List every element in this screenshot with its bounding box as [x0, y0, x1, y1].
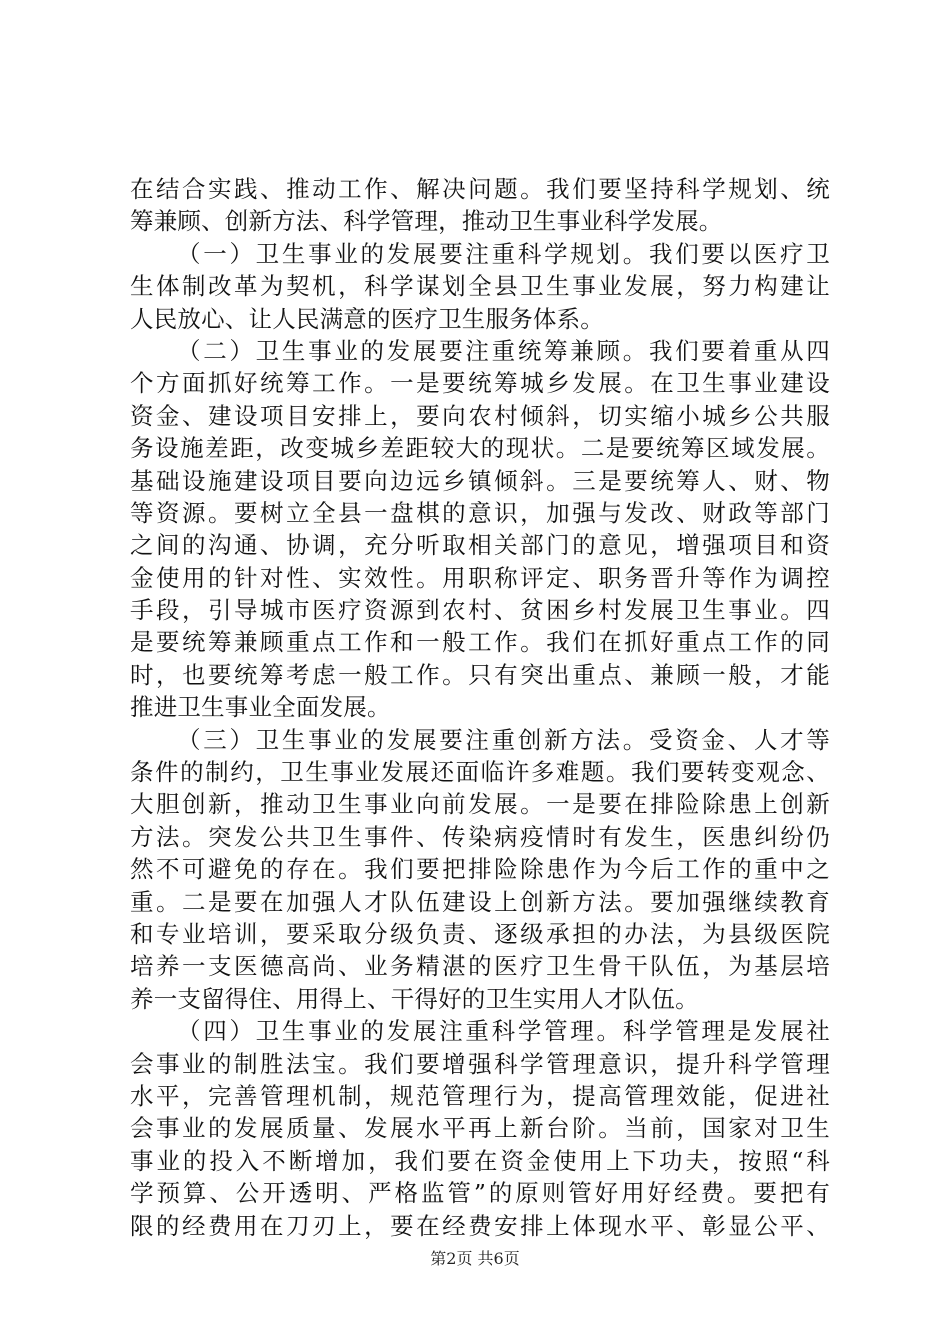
text-line: 和专业培训，要采取分级负责、逐级承担的办法，为县级医院	[130, 919, 830, 948]
page-footer: 第2页 共6页	[430, 1249, 520, 1268]
text-line: 会事业的发展质量、发展水平再上新台阶。当前，国家对卫生	[130, 1114, 830, 1143]
text-line: 限的经费用在刀刃上，要在经费安排上体现水平、彰显公平、	[130, 1211, 830, 1240]
text-line: 时，也要统筹考虑一般工作。只有突出重点、兼顾一般，才能	[130, 660, 830, 689]
text-line: 资金、建设项目安排上，要向农村倾斜，切实缩小城乡公共服	[130, 401, 830, 430]
text-line: 在结合实践、推动工作、解决问题。我们要坚持科学规划、统	[130, 175, 830, 203]
text-line: 筹兼顾、创新方法、科学管理，推动卫生事业科学发展。	[130, 207, 723, 236]
text-line: 水平，完善管理机制，规范管理行为，提高管理效能，促进社	[130, 1081, 830, 1110]
text-line: 手段，引导城市医疗资源到农村、贫困乡村发展卫生事业。四	[130, 596, 830, 625]
text-line: 事业的投入不断增加，我们要在资金使用上下功夫，按照“科	[130, 1146, 830, 1175]
text-line: 养一支留得住、用得上、干得好的卫生实用人才队伍。	[130, 984, 699, 1013]
document-body	[130, 173, 830, 1242]
text-line: 重。二是要在加强人才队伍建设上创新方法。要加强继续教育	[130, 887, 830, 916]
text-line: （一）卫生事业的发展要注重科学规划。我们要以医疗卫	[177, 239, 830, 268]
text-line: 推进卫生事业全面发展。	[130, 693, 391, 722]
text-line: 是要统筹兼顾重点工作和一般工作。我们在抓好重点工作的同	[130, 628, 830, 657]
text-line: （四）卫生事业的发展注重科学管理。科学管理是发展社	[177, 1017, 830, 1046]
text-line: 会事业的制胜法宝。我们要增强科学管理意识，提升科学管理	[130, 1049, 830, 1078]
text-line: 务设施差距，改变城乡差距较大的现状。二是要统筹区域发展。	[130, 434, 830, 463]
text-line: 大胆创新，推动卫生事业向前发展。一是要在排险除患上创新	[130, 790, 830, 819]
text-line: 条件的制约，卫生事业发展还面临许多难题。我们要转变观念、	[130, 758, 830, 787]
text-line: （三）卫生事业的发展要注重创新方法。受资金、人才等	[177, 725, 830, 754]
text-line: 金使用的针对性、实效性。用职称评定、职务晋升等作为调控	[130, 563, 830, 592]
text-line: 等资源。要树立全县一盘棋的意识，加强与发改、财政等部门	[130, 498, 830, 527]
text-line: 方法。突发公共卫生事件、传染病疫情时有发生，医患纠纷仍	[130, 822, 830, 851]
text-line: 人民放心、让人民满意的医疗卫生服务体系。	[130, 304, 604, 333]
text-line: 生体制改革为契机，科学谋划全县卫生事业发展，努力构建让	[130, 272, 830, 301]
text-line: （二）卫生事业的发展要注重统筹兼顾。我们要着重从四	[177, 336, 830, 365]
text-line: 个方面抓好统筹工作。一是要统筹城乡发展。在卫生事业建设	[130, 369, 830, 398]
text-line: 之间的沟通、协调，充分听取相关部门的意见，增强项目和资	[130, 531, 830, 560]
text-line: 基础设施建设项目要向边远乡镇倾斜。三是要统筹人、财、物	[130, 466, 830, 495]
text-line: 然不可避免的存在。我们要把排险除患作为今后工作的重中之	[130, 855, 830, 884]
text-line: 学预算、公开透明、严格监管”的原则管好用好经费。要把有	[130, 1179, 830, 1208]
text-line: 培养一支医德高尚、业务精湛的医疗卫生骨干队伍，为基层培	[130, 952, 830, 981]
